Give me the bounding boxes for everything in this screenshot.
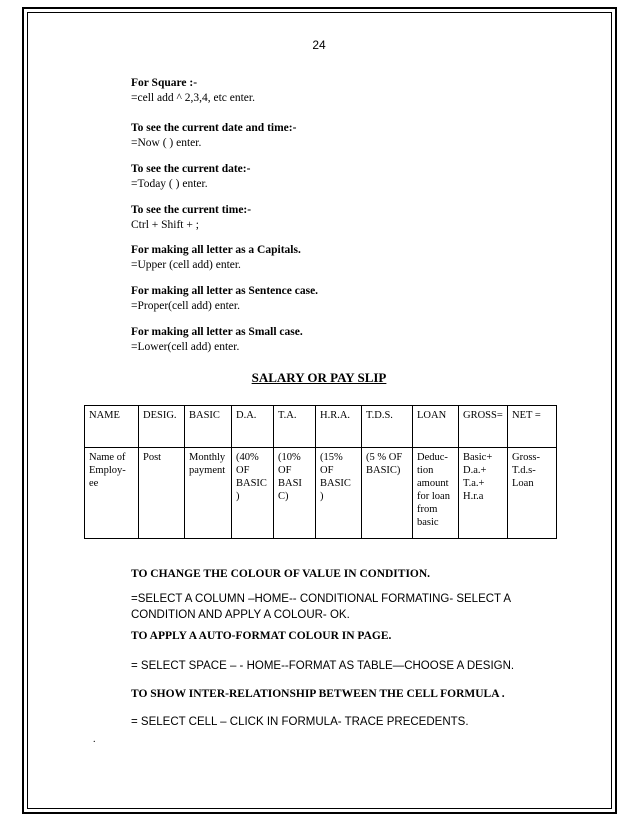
table-cell: (15% OF BASIC )	[316, 448, 362, 539]
page-number: 24	[312, 38, 326, 52]
column-header: LOAN	[413, 406, 459, 448]
salary-table	[84, 405, 557, 539]
shortcut-value: =Upper (cell add) enter.	[131, 259, 241, 271]
table-row	[85, 448, 557, 539]
shortcut-value: =Lower(cell add) enter.	[131, 341, 240, 353]
section-heading: TO CHANGE THE COLOUR OF VALUE IN CONDITION.	[131, 568, 431, 580]
column-header: D.A.	[232, 406, 274, 448]
shortcut-today	[131, 162, 250, 192]
table-cell: (40% OF BASIC )	[232, 448, 274, 539]
table-cell: Post	[139, 448, 185, 539]
shortcut-value: =Today ( ) enter.	[131, 178, 208, 190]
salary-slip-title: SALARY OR PAY SLIP	[251, 370, 387, 385]
column-header: DESIG.	[139, 406, 185, 448]
shortcut-heading: To see the current date and time:-	[131, 122, 297, 134]
table-cell: (10% OF BASI C)	[274, 448, 316, 539]
shortcut-heading: For Square :-	[131, 77, 198, 89]
column-header: NAME	[85, 406, 139, 448]
table-cell: (5 % OF BASIC)	[362, 448, 413, 539]
shortcut-value: Ctrl + Shift + ;	[131, 219, 199, 231]
section-title	[0, 370, 638, 386]
shortcut-heading: To see the current date:-	[131, 163, 251, 175]
shortcut-heading: For making all letter as Sentence case.	[131, 285, 319, 297]
shortcut-heading: For making all letter as a Capitals.	[131, 244, 301, 256]
shortcut-time	[131, 203, 251, 233]
table-cell: Deduc- tion amount for loan from basic	[413, 448, 459, 539]
shortcut-proper	[131, 284, 318, 314]
table-cell: Name of Employ- ee	[85, 448, 139, 539]
shortcut-value: =cell add ^ 2,3,4, etc enter.	[131, 92, 255, 104]
column-header: GROSS=	[459, 406, 508, 448]
section-text: = SELECT SPACE – - HOME--FORMAT AS TABLE—CHOOSE A DESIGN.	[131, 660, 515, 672]
stray-mark: .	[93, 734, 96, 745]
section-text: = SELECT CELL – CLICK IN FORMULA- TRACE PRECEDENTS.	[131, 716, 469, 728]
table-cell: Gross- T.d.s- Loan	[508, 448, 557, 539]
shortcut-heading: For making all letter as Small case.	[131, 326, 303, 338]
column-header: T.A.	[274, 406, 316, 448]
shortcut-now	[131, 121, 296, 151]
table-header-row	[85, 406, 557, 448]
shortcut-value: =Proper(cell add) enter.	[131, 300, 240, 312]
shortcut-lower	[131, 325, 303, 355]
column-header: BASIC	[185, 406, 232, 448]
shortcut-heading: To see the current time:-	[131, 204, 252, 216]
section-heading: TO SHOW INTER-RELATIONSHIP BETWEEN THE CELL FORMULA .	[131, 688, 505, 700]
shortcut-upper	[131, 243, 301, 273]
column-header: NET =	[508, 406, 557, 448]
table-cell: Basic+ D.a.+ T.a.+ H.r.a	[459, 448, 508, 539]
shortcut-square	[131, 76, 255, 106]
column-header: T.D.S.	[362, 406, 413, 448]
section-text: =SELECT A COLUMN –HOME-- CONDITIONAL FORMATING- SELECT A CONDITION AND APPLY A COLOUR- OK.	[131, 593, 511, 621]
shortcut-value: =Now ( ) enter.	[131, 137, 202, 149]
section-heading: TO APPLY A AUTO-FORMAT COLOUR IN PAGE.	[131, 630, 392, 642]
table-cell: Monthly payment	[185, 448, 232, 539]
column-header: H.R.A.	[316, 406, 362, 448]
